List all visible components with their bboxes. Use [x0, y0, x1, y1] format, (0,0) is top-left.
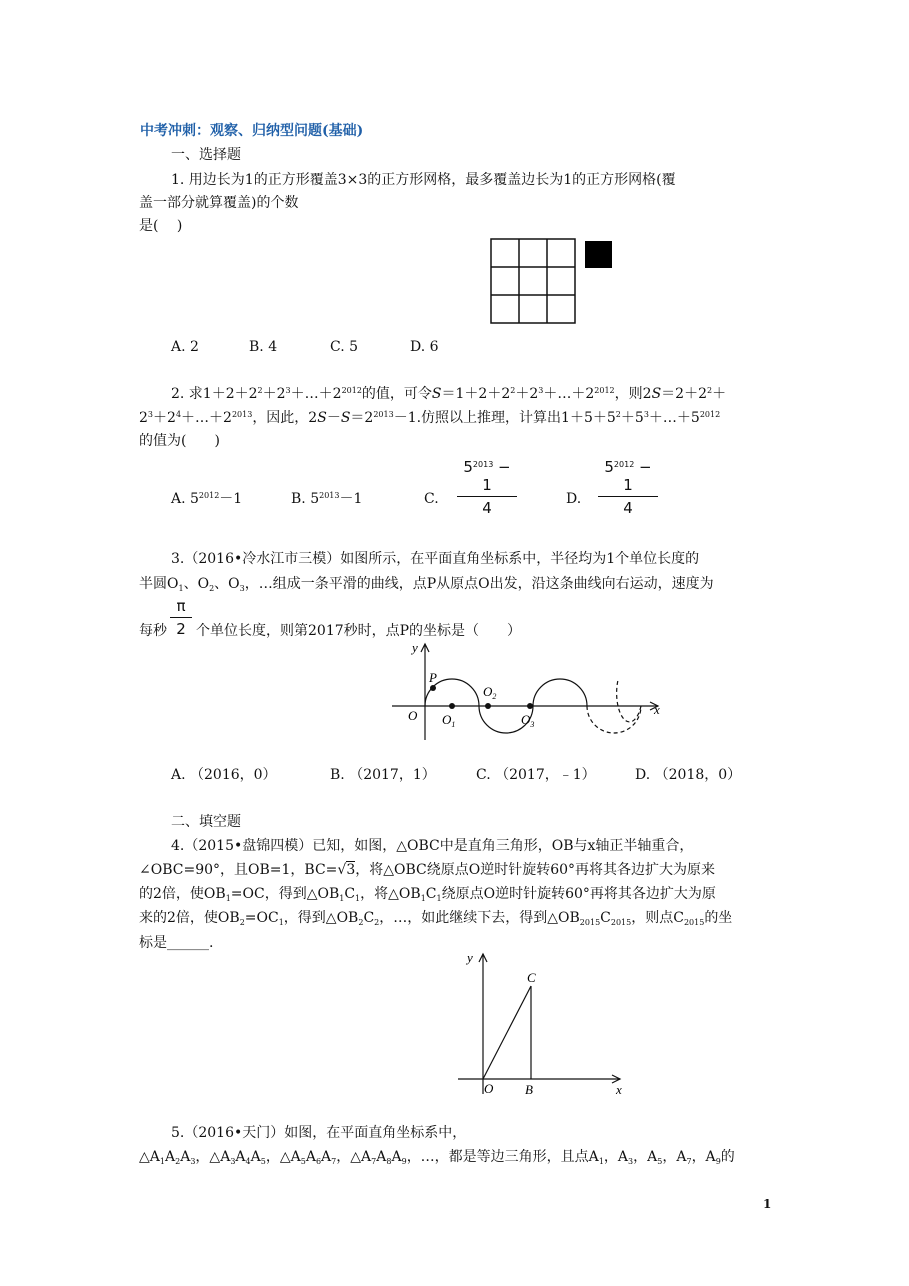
q3-option-b: B. （2017，1） [330, 767, 436, 783]
o2-label: $O_2$ [483, 684, 497, 701]
q3-line2: 半圆$O_1$、$O_2$、$O_3$，…组成一条平滑的曲线，点P从原点O出发，沿这条曲线向右运动，速度为 [139, 576, 714, 593]
curve-continuation-upper [617, 680, 641, 722]
q5-line1: 5.（2016•天门）如图，在平面直角坐标系中， [171, 1125, 467, 1141]
y-axis-label: y [467, 950, 473, 965]
q3-line3a: 每秒 [139, 623, 167, 639]
section-heading-fill: 二、填空题 [171, 814, 241, 830]
q2-line3: 的值为( ) [139, 433, 220, 449]
point-o2 [485, 703, 491, 709]
q1-line2: 盖一部分就算覆盖)的个数 [139, 195, 299, 211]
q1-line3: 是( ) [139, 218, 183, 234]
q2-option-d-fraction: $5^{2012} - 1$ 4 [598, 458, 658, 517]
q2-option-a: A. $5^{2012}-1$ [171, 491, 243, 507]
q4-line5: 标是______. [139, 935, 214, 951]
q3-speed-fraction: π 2 [170, 597, 192, 638]
q3-option-c: C. （2017，﹣1） [476, 767, 596, 783]
point-b-label: B [525, 1082, 533, 1097]
page-title: 中考冲刺：观察、归纳型问题(基础) [140, 123, 364, 139]
q3-option-a: A. （2016，0） [171, 767, 277, 783]
sqrt-radicand: 3 [346, 862, 356, 878]
q2-option-b: B. $5^{2013}-1$ [291, 491, 363, 507]
q5-line2: $\triangle A_1A_2A_3$，$\triangle A_3A_4A_5$，$\triangle A_5A_6A_7$，$\triangle A_7A_8A_9$，…，都是等边三角形，且点$A_1$，$A_3$，$A_5$，$A_7$，$A_9$的 [139, 1149, 735, 1166]
sqrt-symbol: √ [337, 862, 347, 878]
q2-line1: 2. 求$1+2+2^2+2^3+\dots+2^{2012}$的值，可令$S=1+2+2^2+2^3+\dots+2^{2012}$，则$2S=2+2^2+$ [171, 386, 727, 402]
side-oc [483, 986, 531, 1079]
q2-option-c: C. [424, 491, 439, 507]
y-axis-label: y [412, 640, 418, 655]
q3-option-d: D. （2018，0） [635, 767, 742, 783]
q4-line4: 来的2倍，使$OB_2=OC_1$，得到$\triangle OB_2C_2$，…，如此继续下去，得到$\triangle OB_{2015}C_{2015}$，则点$C_{2015}$的坐 [139, 910, 733, 927]
q1-line1: 1. 用边长为1的正方形覆盖3×3的正方形网格，最多覆盖边长为1的正方形网格(覆 [171, 172, 676, 188]
q3-line1: 3.（2016•冷水江市三模）如图所示，在平面直角坐标系中，半径均为1个单位长度的 [171, 551, 700, 567]
q2-option-d: D. [566, 491, 582, 507]
q1-option-d: D. 6 [410, 339, 439, 355]
q1-grid-figure [486, 234, 618, 330]
curve-continuation-lower [587, 706, 641, 733]
x-axis-label: x [616, 1082, 622, 1097]
x-axis-label: x [654, 702, 660, 717]
point-p [430, 685, 436, 691]
page-number: 1 [763, 1197, 772, 1211]
section-heading-choice: 一、选择题 [171, 147, 241, 163]
o3-label: $O_3$ [521, 712, 535, 729]
q3-line3b: 个单位长度，则第2017秒时，点P的坐标是（ ） [196, 623, 522, 639]
q1-option-c: C. 5 [330, 339, 359, 355]
q1-option-b: B. 4 [249, 339, 278, 355]
q4-line1: 4.（2015•盘锦四模）已知，如图，△OBC中是直角三角形，OB与x轴正半轴重合， [171, 838, 694, 854]
point-o1 [449, 703, 455, 709]
unit-square [585, 241, 612, 268]
origin-label: O [484, 1081, 494, 1096]
point-o3 [527, 703, 533, 709]
o1-label: $O_1$ [442, 712, 456, 729]
point-c-label: C [527, 970, 536, 985]
q4-line3: 的2倍，使$OB_1=OC$，得到$\triangle OB_1C_1$，将$\triangle OB_1C_1$绕原点O逆时针旋转60°再将其各边扩大为原 [139, 886, 716, 903]
q4-line2: ∠OBC=90°，且OB=1，BC=√3，将△OBC绕原点O逆时针旋转60°再将其各边扩大为原来 [139, 862, 716, 878]
q1-option-a: A. 2 [171, 339, 199, 355]
q1-3x3-grid [491, 239, 575, 323]
q2-option-c-fraction: $5^{2013} - 1$ 4 [457, 458, 517, 517]
q2-line2: $2^3+2^4+\dots+2^{2013}$，因此，$2S-S=2^{2013}-1$.仿照以上推理，计算出$1+5+5^2+5^3+\dots+5^{2012}$ [139, 410, 721, 426]
point-p-label: P [429, 670, 437, 685]
q4-triangle-figure [450, 948, 630, 1100]
grid-border [491, 239, 575, 323]
origin-label: O [408, 708, 418, 723]
q3-curve-figure [390, 638, 670, 746]
